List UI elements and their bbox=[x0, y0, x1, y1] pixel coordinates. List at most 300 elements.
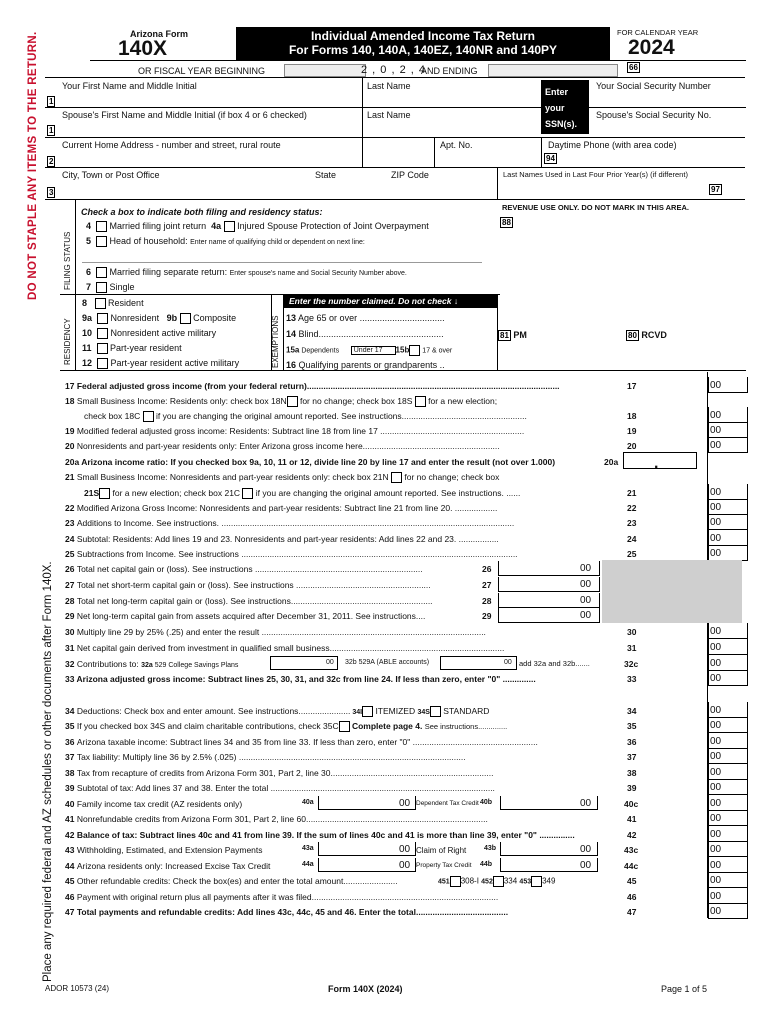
amount-box-36[interactable] bbox=[708, 733, 748, 749]
line-text: STANDARD bbox=[440, 706, 490, 716]
fiscal-begin-month-day[interactable] bbox=[284, 64, 366, 77]
line-number-31: 31 bbox=[627, 643, 637, 653]
box-66: 66 bbox=[629, 63, 638, 72]
amount-42: 00 bbox=[710, 829, 722, 840]
line-number-25: 25 bbox=[627, 549, 637, 559]
amount-36: 00 bbox=[710, 736, 722, 747]
line-35 bbox=[65, 721, 625, 732]
footer-form: Form 140X (2024) bbox=[328, 984, 403, 994]
amount-43b: 00 bbox=[580, 844, 592, 855]
line-number-17: 17 bbox=[627, 381, 637, 391]
line-text: 31 bbox=[65, 643, 77, 653]
box-2: 2 bbox=[49, 157, 54, 166]
line-text: 39 bbox=[65, 783, 77, 793]
line-14: 14 Blind.................................................. bbox=[286, 329, 444, 339]
line-text: 25 bbox=[65, 549, 77, 559]
spouse-name-label: Spouse's First Name and Middle Initial (if box 4 or 6 checked) bbox=[62, 110, 307, 120]
amount-39: 00 bbox=[710, 782, 722, 793]
sub-40a: 40a bbox=[302, 799, 314, 806]
and-ending-label: AND ENDING bbox=[421, 66, 478, 76]
line-number-30: 30 bbox=[627, 627, 637, 637]
line-text: for no change; check box 18S bbox=[297, 396, 415, 406]
line-text: Deductions: Check box and enter amount. See instructions...................... bbox=[76, 706, 351, 716]
line-text: 36 bbox=[65, 737, 77, 747]
amount-box-25[interactable] bbox=[708, 545, 748, 561]
form-subtitle: For Forms 140, 140A, 140EZ, 140NR and 140PY bbox=[288, 43, 558, 57]
line-number-27: 27 bbox=[482, 580, 492, 590]
amount-box-41[interactable] bbox=[708, 810, 748, 826]
line-number-39: 39 bbox=[627, 783, 637, 793]
line-text: 21 bbox=[65, 472, 77, 482]
first-name-label: Your First Name and Middle Initial bbox=[62, 81, 197, 91]
prior-names-label: Last Names Used in Last Four Prior Year(s) (if different) bbox=[503, 170, 688, 179]
line-text: 32a bbox=[141, 662, 155, 669]
line-number-44c: 44c bbox=[624, 861, 639, 871]
amount-box-43c[interactable] bbox=[708, 841, 748, 857]
amount-38: 00 bbox=[710, 767, 722, 778]
line-text: 21S bbox=[84, 488, 100, 498]
amount-box-23[interactable] bbox=[708, 514, 748, 530]
line-13: 13 Age 65 or over .................................. bbox=[286, 313, 445, 323]
line-text: Total net short-term capital gain or (loss). See instructions ......................................................... bbox=[76, 580, 431, 590]
line-number-38: 38 bbox=[627, 768, 637, 778]
line-number-26: 26 bbox=[482, 564, 492, 574]
line-text: 24 bbox=[65, 534, 77, 544]
fiscal-begin-year[interactable]: 2 , 0 , 2 , 4 bbox=[361, 64, 426, 76]
amount-31: 00 bbox=[710, 642, 722, 653]
last-name-label: Last Name bbox=[367, 81, 411, 91]
line-text: 38 bbox=[65, 768, 77, 778]
box-1: 1 bbox=[49, 97, 54, 106]
checkbox[interactable] bbox=[242, 488, 253, 499]
line-10: 10 Nonresident active military bbox=[82, 328, 217, 338]
line-text: Small Business Income: Residents only: check box 18N bbox=[76, 396, 287, 406]
line-text: 28 bbox=[65, 596, 77, 606]
line-text: Tax liability: Multiply line 36 by 2.5% (.025) ................................................................................................ bbox=[76, 752, 466, 762]
line-number-20: 20 bbox=[627, 441, 637, 451]
amount-box-30[interactable] bbox=[708, 623, 748, 639]
sub-43a: 43a bbox=[302, 845, 314, 852]
line-text: 47 bbox=[65, 907, 77, 917]
form-title: Individual Amended Income Tax Return bbox=[310, 29, 536, 43]
amount-32a: 00 bbox=[326, 659, 334, 666]
amount-22: 00 bbox=[710, 502, 722, 513]
checkbox-6[interactable] bbox=[96, 267, 107, 278]
checkbox[interactable] bbox=[531, 876, 542, 887]
box-88: 88 bbox=[502, 218, 511, 227]
spouse-last-label: Last Name bbox=[367, 110, 411, 120]
amount-44c: 00 bbox=[710, 860, 722, 871]
line-text: See instructions.............. bbox=[424, 722, 508, 731]
line-16: 16 Qualifying parents or grandparents .. bbox=[286, 360, 445, 370]
line-text: 40 bbox=[65, 799, 77, 809]
line-4: 4 Married filing joint return 4a Injured Spouse Protection of Joint Overpayment bbox=[86, 221, 429, 231]
line-text: Payment with original return plus all payments after it was filed............................................................................... bbox=[76, 892, 499, 902]
amount-44a: 00 bbox=[399, 860, 411, 871]
line-text: Nonrefundable credits from Arizona Form 301, Part 2, line 60............................................................................. bbox=[76, 814, 488, 824]
line-28 bbox=[65, 596, 485, 606]
checkbox-4[interactable] bbox=[96, 221, 107, 232]
line-text: if you are changing the original amount reported. See instructions. ...... bbox=[253, 488, 521, 498]
line-text: Multiply line 29 by 25% (.25) and enter the result ............................................................................................... bbox=[76, 627, 486, 637]
line-text: Withholding, Estimated, and Extension Payments bbox=[76, 845, 263, 855]
amount-box-33[interactable] bbox=[708, 670, 748, 686]
line-text: Arizona income ratio: If you checked box 9a, 10, 11 or 12, divide line 20 by line 17 and enter the result (not over 1.000) bbox=[81, 457, 556, 467]
line-29 bbox=[65, 611, 485, 621]
line-text: 23 bbox=[65, 518, 77, 528]
amount-30: 00 bbox=[710, 626, 722, 637]
amount-box-46[interactable] bbox=[708, 888, 748, 904]
line-text: 29 bbox=[65, 611, 77, 621]
line-text: 34I bbox=[350, 709, 363, 716]
amount-20: 00 bbox=[710, 440, 722, 451]
sub-44b: 44b bbox=[480, 861, 493, 868]
checkbox[interactable] bbox=[493, 876, 504, 887]
line-20a bbox=[65, 457, 625, 467]
line-cont bbox=[84, 488, 644, 499]
line-17 bbox=[65, 381, 625, 391]
amount-46: 00 bbox=[710, 891, 722, 902]
line-number-36: 36 bbox=[627, 737, 637, 747]
address-label: Current Home Address - number and street, rural route bbox=[62, 140, 281, 150]
line-number-45: 45 bbox=[627, 876, 637, 886]
line-text: 334 bbox=[503, 876, 520, 886]
line-27 bbox=[65, 580, 485, 590]
line-42 bbox=[65, 830, 625, 840]
line-34 bbox=[65, 706, 625, 718]
line-text: 44 bbox=[65, 861, 77, 871]
line-text: Arizona adjusted gross income: Subtract lines 25, 30, 31, and 32c from line 24. If less than zero, enter "0" .............. bbox=[76, 674, 536, 684]
line-text: 43 bbox=[65, 845, 77, 855]
line-5: 5 Head of household: Enter name of qualifying child or dependent on next line: bbox=[86, 236, 365, 246]
form-number: 140X bbox=[118, 37, 168, 60]
line-text: 308-I bbox=[460, 876, 482, 886]
line-number-47: 47 bbox=[627, 907, 637, 917]
amount-box-20[interactable] bbox=[708, 437, 748, 453]
box-97: 97 bbox=[711, 185, 720, 194]
line-text: Modified Arizona Gross Income: Nonresidents and part-year residents: Subtract line 21 from line 20. .................. bbox=[76, 503, 498, 513]
line-text: 451 bbox=[438, 878, 450, 886]
line-22 bbox=[65, 503, 625, 513]
amount-box-40c[interactable] bbox=[708, 795, 748, 811]
attach-instructions: Place any required federal and AZ schedules or other documents after Form 140X. bbox=[42, 561, 54, 982]
line-text: Family income tax credit (AZ residents only) bbox=[76, 799, 243, 809]
amount-32c: 00 bbox=[710, 658, 722, 669]
line-text: 26 bbox=[65, 564, 77, 574]
line-12: 12 Part-year resident active military bbox=[82, 358, 240, 368]
line-number-34: 34 bbox=[627, 706, 637, 716]
line-26 bbox=[65, 564, 485, 574]
amount-box-37[interactable] bbox=[708, 748, 748, 764]
line-32b-label: 32b 529A (ABLE accounts) bbox=[345, 659, 430, 666]
checkbox-8[interactable] bbox=[95, 298, 106, 309]
checkbox-11[interactable] bbox=[97, 343, 108, 354]
line-39 bbox=[65, 783, 625, 793]
rcvd-box: 80 RCVD bbox=[628, 330, 667, 340]
filing-status-label: FILING STATUS bbox=[63, 231, 72, 290]
line-text: 42 bbox=[65, 830, 77, 840]
line-number-46: 46 bbox=[627, 892, 637, 902]
line-38 bbox=[65, 768, 625, 778]
amount-18: 00 bbox=[710, 410, 722, 421]
line-number-28: 28 bbox=[482, 596, 492, 606]
line-25 bbox=[65, 549, 625, 559]
line-text: Total net capital gain or (loss). See instructions ....................................................................... bbox=[76, 564, 423, 574]
checkbox-4a[interactable] bbox=[224, 221, 235, 232]
box-94: 94 bbox=[546, 154, 555, 163]
checkbox[interactable] bbox=[450, 876, 461, 887]
line-15: 15a Dependents Under 17 15b 17 & over bbox=[286, 345, 453, 355]
ratio-box[interactable] bbox=[623, 452, 697, 469]
line-text: for no change; check box bbox=[402, 472, 500, 482]
amount-24: 00 bbox=[710, 533, 722, 544]
calendar-year-label: FOR CALENDAR YEAR bbox=[617, 28, 699, 37]
line-text: Subtractions from Income. See instructions ..................................................................................................................... bbox=[76, 549, 518, 559]
ratio-decimal: . bbox=[654, 455, 659, 472]
amount-box-44c[interactable] bbox=[708, 857, 748, 873]
line-21 bbox=[65, 472, 625, 483]
amount-27: 00 bbox=[580, 579, 592, 590]
line-text: 32 bbox=[65, 659, 77, 669]
amount-33: 00 bbox=[710, 673, 722, 684]
line-number-18: 18 bbox=[627, 411, 637, 421]
line-text: Subtotal: Residents: Add lines 19 and 23. Nonresidents and part-year residents: Add lines 22 and 23. ................. bbox=[76, 534, 499, 544]
line-number-32c: 32c bbox=[624, 659, 639, 669]
box-3: 3 bbox=[49, 188, 54, 197]
line-text: Net capital gain derived from investment in qualified small business.......................................................................... bbox=[76, 643, 505, 653]
line-text: ITEMIZED bbox=[373, 706, 418, 716]
amount-19: 00 bbox=[710, 425, 722, 436]
your-ssn-label: Your Social Security Number bbox=[596, 81, 711, 91]
title-banner bbox=[236, 27, 610, 60]
line-text: 20 bbox=[65, 441, 77, 451]
line-text: 22 bbox=[65, 503, 77, 513]
checkbox[interactable] bbox=[415, 396, 426, 407]
line-text: if you are changing the original amount reported. See instructions..................................................... bbox=[153, 411, 527, 421]
phone-label: Daytime Phone (with area code) bbox=[548, 140, 677, 150]
exemptions-heading: Enter the number claimed. Do not check ↓ bbox=[284, 295, 497, 308]
checkbox-15b[interactable] bbox=[409, 345, 420, 356]
amount-37: 00 bbox=[710, 751, 722, 762]
line-text: Balance of tax: Subtract lines 40c and 41 from line 39. If the sum of lines 40c and 41 is more than line 39, enter "0" ............... bbox=[76, 830, 575, 840]
line-41 bbox=[65, 814, 625, 824]
exemptions-label: EXEMPTIONS bbox=[271, 315, 280, 368]
line-number-33: 33 bbox=[627, 674, 637, 684]
line-33 bbox=[65, 674, 625, 684]
footer-page: Page 1 of 5 bbox=[661, 984, 708, 994]
line-text: 349 bbox=[542, 876, 556, 886]
line-number-20a: 20a bbox=[604, 457, 619, 467]
amount-box-39[interactable] bbox=[708, 779, 748, 795]
line-number-24: 24 bbox=[627, 534, 637, 544]
line-number-37: 37 bbox=[627, 752, 637, 762]
enter-ssn-label: Enter your SSN(s). bbox=[541, 80, 589, 134]
checkbox[interactable] bbox=[143, 411, 154, 422]
agency-label: Arizona Form bbox=[130, 29, 189, 39]
line-number-21: 21 bbox=[627, 488, 637, 498]
amount-box-34[interactable] bbox=[708, 702, 748, 718]
line-number-29: 29 bbox=[482, 611, 492, 621]
line-number-40c: 40c bbox=[624, 799, 639, 809]
line-text: 452 bbox=[481, 878, 493, 886]
line-text: Arizona residents only: Increased Excise Tax Credit bbox=[76, 861, 271, 871]
amount-41: 00 bbox=[710, 813, 722, 824]
line-text: Other refundable credits: Check the box(es) and enter the total amount....................... bbox=[76, 876, 398, 886]
checkbox-7[interactable] bbox=[96, 282, 107, 293]
line-20 bbox=[65, 441, 625, 451]
checkbox[interactable] bbox=[362, 706, 373, 717]
line-text: 37 bbox=[65, 752, 77, 762]
line-45-checkboxes bbox=[438, 876, 555, 887]
amount-29: 00 bbox=[580, 610, 592, 621]
amount-40b: 00 bbox=[580, 798, 592, 809]
amount-box-21[interactable] bbox=[708, 484, 748, 500]
line-number-19: 19 bbox=[627, 426, 637, 436]
checkbox[interactable] bbox=[391, 472, 402, 483]
amount-box-18[interactable] bbox=[708, 407, 748, 423]
line-text: Arizona taxable income: Subtract lines 34 and 35 from line 33. If less than zero, enter "0" ..................................................... bbox=[76, 737, 538, 747]
arrow-down-icon: ↓ bbox=[453, 296, 459, 306]
sub-44a: 44a bbox=[302, 861, 314, 868]
sub-43b: 43b bbox=[484, 845, 497, 852]
checkbox-10[interactable] bbox=[97, 328, 108, 339]
box-1b: 1 bbox=[49, 126, 54, 135]
amount-40c: 00 bbox=[710, 798, 722, 809]
amount-box-38[interactable] bbox=[708, 764, 748, 780]
residency-label: RESIDENCY bbox=[63, 318, 72, 365]
checkbox[interactable] bbox=[430, 706, 441, 717]
line-37 bbox=[65, 752, 625, 762]
amount-box-31[interactable] bbox=[708, 639, 748, 655]
line-text: 19 bbox=[65, 426, 77, 436]
line-number-41: 41 bbox=[627, 814, 637, 824]
line-text: Small Business Income: Nonresidents and part-year residents only: check box 21N bbox=[76, 472, 392, 482]
checkbox[interactable] bbox=[339, 721, 350, 732]
line-text: 33 bbox=[65, 674, 77, 684]
line-11: 11 Part-year resident bbox=[82, 343, 182, 353]
amount-box-22[interactable] bbox=[708, 499, 748, 515]
line-text: Contributions to: bbox=[76, 659, 142, 669]
amount-23: 00 bbox=[710, 517, 722, 528]
line-text: for a new election; bbox=[425, 396, 498, 406]
amount-box-19[interactable] bbox=[708, 422, 748, 438]
amount-25: 00 bbox=[710, 548, 722, 559]
line-text: 17 bbox=[65, 381, 77, 391]
line-text: 20a bbox=[65, 457, 82, 467]
revenue-use-label: REVENUE USE ONLY. DO NOT MARK IN THIS AREA. bbox=[502, 203, 689, 212]
amount-box-47[interactable] bbox=[708, 903, 748, 919]
checkbox-12[interactable] bbox=[97, 358, 108, 369]
line-cont bbox=[84, 411, 644, 422]
sub-40b: 40b bbox=[480, 799, 493, 806]
amount-40a: 00 bbox=[399, 798, 411, 809]
amount-box-17[interactable] bbox=[708, 377, 748, 393]
line-text: If you checked box 34S and claim charitable contributions, check 35C bbox=[76, 721, 339, 731]
line-text: Tax from recapture of credits from Arizona Form 301, Part 2, line 30..................................................................... bbox=[76, 768, 494, 778]
line-9a: 9a Nonresident 9b Composite bbox=[82, 313, 237, 323]
city-label: City, Town or Post Office bbox=[62, 170, 160, 180]
line-32-add: add 32a and 32b....... bbox=[519, 659, 590, 668]
amount-21: 00 bbox=[710, 487, 722, 498]
line-text: 41 bbox=[65, 814, 77, 824]
checkbox-9b[interactable] bbox=[180, 313, 191, 324]
checkbox-9a[interactable] bbox=[97, 313, 108, 324]
label-40b: Dependent Tax Credit bbox=[416, 800, 479, 807]
amount-box-35[interactable] bbox=[708, 717, 748, 733]
line-31 bbox=[65, 643, 625, 653]
staple-warning: DO NOT STAPLE ANY ITEMS TO THE RETURN. bbox=[27, 31, 39, 300]
amount-43c: 00 bbox=[710, 844, 722, 855]
line-text: 27 bbox=[65, 580, 77, 590]
label-44b: Property Tax Credit bbox=[416, 862, 472, 869]
amount-47: 00 bbox=[710, 906, 722, 917]
amount-box-45[interactable] bbox=[708, 872, 748, 888]
checkbox[interactable] bbox=[99, 488, 110, 499]
line-text: Net long-term capital gain from assets acquired after December 31, 2011. See instructions.... bbox=[76, 611, 426, 621]
line-number-23: 23 bbox=[627, 518, 637, 528]
line-text: Nonresidents and part-year residents only: Enter Arizona gross income here.......................................................... bbox=[76, 441, 500, 451]
line-23 bbox=[65, 518, 625, 528]
line-text: Modified federal adjusted gross income: Residents: Subtract line 18 from line 17 ............................................................. bbox=[76, 426, 525, 436]
line-19 bbox=[65, 426, 625, 436]
line-7: 7 Single bbox=[86, 282, 135, 292]
line-text: 46 bbox=[65, 892, 77, 902]
state-label: State bbox=[315, 170, 337, 180]
amount-box-32c[interactable] bbox=[708, 655, 748, 671]
filing-heading: Check a box to indicate both filing and residency status: bbox=[81, 207, 323, 217]
line-36 bbox=[65, 737, 625, 747]
label-43b: Claim of Right bbox=[416, 846, 467, 855]
amount-45: 00 bbox=[710, 875, 722, 886]
line-text: Additions to Income. See instructions. ............................................................................................................................ bbox=[76, 518, 515, 528]
line-text: Federal adjusted gross income (from your federal return)........................................................................................................... bbox=[76, 381, 560, 391]
capital-gray-area bbox=[602, 560, 742, 623]
amount-28: 00 bbox=[580, 595, 592, 606]
line-text: 453 bbox=[519, 878, 532, 886]
line-text: Total net long-term capital gain or (loss). See instructions............................................................ bbox=[76, 596, 433, 606]
line-24 bbox=[65, 534, 625, 544]
line-text: 30 bbox=[65, 627, 77, 637]
amount-box-42[interactable] bbox=[708, 826, 748, 842]
line-number-22: 22 bbox=[627, 503, 637, 513]
amount-44b: 00 bbox=[580, 860, 592, 871]
amount-box-24[interactable] bbox=[708, 530, 748, 546]
line-46 bbox=[65, 892, 625, 902]
amount-26: 00 bbox=[580, 563, 592, 574]
line-text: Subtotal of tax: Add lines 37 and 38. Enter the total ............................................................................................... bbox=[76, 783, 495, 793]
line-text: 45 bbox=[65, 876, 77, 886]
amount-43a: 00 bbox=[399, 844, 411, 855]
line-text: check box 18C bbox=[84, 411, 143, 421]
checkbox[interactable] bbox=[287, 396, 298, 407]
amount-32b: 00 bbox=[504, 659, 512, 666]
tax-year: 2024 bbox=[628, 36, 675, 59]
line-6: 6 Married filing separate return: Enter spouse's name and Social Security Number above. bbox=[86, 267, 407, 277]
amount-34: 00 bbox=[710, 705, 722, 716]
line-text: 34S bbox=[417, 709, 430, 716]
line-number-43c: 43c bbox=[624, 845, 639, 855]
amount-35: 00 bbox=[710, 720, 722, 731]
line-text: 34 bbox=[65, 706, 77, 716]
line-47 bbox=[65, 907, 625, 917]
footer-ador: ADOR 10573 (24) bbox=[45, 984, 110, 993]
line-text: Total payments and refundable credits: Add lines 43c, 44c, 45 and 46. Enter the total....................................... bbox=[76, 907, 509, 917]
fiscal-ending-date[interactable] bbox=[488, 64, 618, 77]
line-text: 529 College Savings Plans bbox=[154, 662, 239, 669]
line-30 bbox=[65, 627, 625, 637]
line-8: 8 Resident bbox=[82, 298, 144, 308]
checkbox-5[interactable] bbox=[96, 236, 107, 247]
